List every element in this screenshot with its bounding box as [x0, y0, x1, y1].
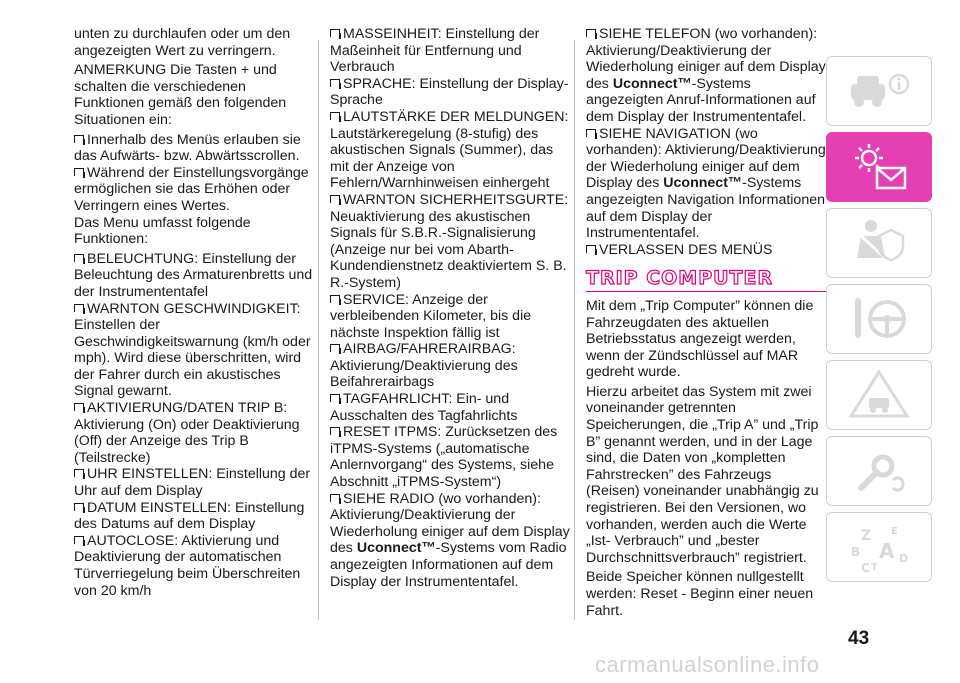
bullet-item: AKTIVIERUNG/DATEN TRIP B: Aktivierung (On) oder Deaktivierung (Off) der Anzeige des Trip B (Teilstrecke): [74, 400, 300, 466]
bullet-marker-icon: [330, 195, 340, 203]
bullet-item: UHR EINSTELLEN: Einstellung der Uhr auf dem Display: [74, 466, 311, 500]
text-column-1: [74, 26, 314, 599]
wrench-service-icon: [847, 444, 911, 498]
bullet-item: WARNTON GESCHWINDIGKEIT: Einstellen der Geschwindigkeitswarnung (km/h oder mph). Wird diese überschritten, wird der Fahrer durch ein akustisches Signal gewarnt.: [74, 300, 311, 400]
tab-index[interactable]: [826, 512, 932, 582]
bullet-item: LAUTSTÄRKE DER MELDUNGEN: Lautstärkeregelung (8-stufig) des akustischen Signals (Summer), das mit der Anzeige von Fehlern/Warnhinweisen einhergeht: [330, 108, 569, 192]
alphabetical-index-icon: [847, 520, 911, 574]
bullet-item: SIEHE RADIO (wo vorhanden): Aktivierung/Deaktivierung der Wiederholung einiger auf dem Display des Uconnect™-Systems vom Radio angezeigten Informationen auf dem Display der Instrumententafel.: [330, 490, 570, 590]
bullet-item: VERLASSEN DES MENÜS: [586, 242, 826, 259]
svg-text:Z: Z: [861, 528, 872, 544]
bullet-item: BELEUCHTUNG: Einstellung der Beleuchtung des Armaturenbretts und der Instrumententafel: [74, 250, 313, 300]
lights-message-icon: [847, 140, 911, 194]
bullet-item: RESET ITPMS: Zurücksetzen des iTPMS-Systems („automatische Anlernvorgang“ des Systems, siehe Abschnitt „iTPMS-System“): [330, 424, 558, 491]
bullet-marker-icon: [74, 536, 84, 544]
bullet-marker-icon: [74, 403, 84, 411]
bullet-marker-icon: [330, 29, 340, 37]
bullet-marker-icon: [330, 79, 340, 87]
svg-text:D: D: [899, 552, 909, 565]
bullet-item: SIEHE NAVIGATION (wo vorhanden): Aktivierung/Deaktivierung der Wiederholung einiger auf dem Display des Uconnect™-Systems angezeigten Navigation Informationen auf dem Display der Instrumententafel.: [586, 125, 826, 242]
bullet-marker-icon: [330, 494, 340, 502]
vehicle-info-icon: [847, 64, 911, 118]
bullet-marker-icon: [74, 254, 84, 262]
bullet-item: SPRACHE: Einstellung der Display-Sprache: [330, 75, 569, 109]
svg-text:E: E: [891, 526, 898, 537]
column-divider: [574, 40, 575, 620]
paragraph: Mit dem „Trip Computer” können die Fahrzeugdaten des aktuellen Betriebsstatus angezeigt werden, wenn der Zündschlüssel auf MAR gedreht wurde.: [586, 297, 814, 381]
bullet-marker-icon: [586, 245, 596, 253]
steering-wheel-icon: [847, 292, 911, 346]
warning-triangle-icon: [847, 368, 911, 422]
bullet-marker-icon: [330, 427, 340, 435]
bullet-marker-icon: [586, 129, 596, 137]
tab-safety[interactable]: [826, 208, 932, 278]
bullet-marker-icon: [74, 168, 84, 176]
bullet-item: Innerhalb des Menüs erlauben sie das Aufwärts- bzw. Abwärtsscrollen.: [74, 131, 301, 165]
bullet-item: DATUM EINSTELLEN: Einstellung des Datums auf dem Display: [74, 499, 305, 533]
tab-starting-driving[interactable]: [826, 284, 932, 354]
bullet-item: AIRBAG/FAHRERAIRBAG: Aktivierung/Deaktivierung des Beifahrerairbags: [330, 341, 518, 391]
bullet-marker-icon: [74, 304, 84, 312]
bullet-item: TAGFAHRLICHT: Ein- und Ausschalten des Tagfahrlichts: [330, 391, 518, 424]
bullet-marker-icon: [330, 112, 340, 120]
footer-watermark: carmanualsonline.info: [595, 652, 820, 677]
bullet-marker-icon: [330, 344, 340, 352]
page-number: 43: [848, 628, 870, 649]
paragraph: unten zu durchlaufen oder um den angezeigten Wert zu verringern.: [74, 26, 291, 59]
paragraph: ANMERKUNG Die Tasten + und schalten die verschiedenen Funktionen gemäß den folgenden Situationen ein:: [74, 62, 287, 128]
svg-text:B: B: [851, 545, 861, 559]
bullet-item: WARNTON SICHERHEITSGURTE: Neuaktivierung des akustischen Signals für S.B.R.-Signalisierung (Anzeige nur bei vom Abarth-Kundendienstnetz deaktiviertem S. B. R.-System): [330, 191, 569, 291]
svg-text:C: C: [861, 561, 870, 574]
bullet-marker-icon: [330, 295, 340, 303]
bullet-item: MASSEINHEIT: Einstellung der Maßeinheit für Entfernung und Verbrauch: [330, 26, 540, 76]
chapter-sidebar: [826, 56, 932, 588]
tab-emergency[interactable]: [826, 360, 932, 430]
bullet-marker-icon: [74, 469, 84, 477]
text-column-3: [586, 26, 826, 622]
bullet-item: AUTOCLOSE: Aktivierung und Deaktivierung der automatischen Türverriegelung beim Überschreiten von 20 km/h: [74, 532, 301, 599]
svg-text:A: A: [879, 539, 895, 563]
seatbelt-safety-icon: [847, 216, 911, 270]
paragraph: Hierzu arbeitet das System mit zwei voneinander getrennten Speicherungen, die „Trip A” und „Trip B” genannt werden, und in der Lage sind, die Daten von „kompletten Fahrstrecken” des Fahrzeugs (Reisen) voneinander unabhängig zu registrieren. Bei den Versionen, wo vorhanden, werden auch die Werte „Ist- Verbrauch” und „bester Durchschnittsverbrauch” registriert.: [586, 383, 819, 566]
bullet-marker-icon: [586, 29, 596, 37]
bullet-marker-icon: [330, 394, 340, 402]
tab-maintenance[interactable]: [826, 436, 932, 506]
column-divider: [318, 40, 319, 620]
tab-lights-messages[interactable]: [826, 132, 932, 202]
section-title: TRIP COMPUTER: [586, 270, 826, 292]
paragraph: Das Menu umfasst folgende Funktionen:: [74, 214, 251, 248]
bullet-marker-icon: [74, 503, 84, 511]
bullet-item: SIEHE TELEFON (wo vorhanden): Aktivierung/Deaktivierung der Wiederholung einiger auf dem Display des Uconnect™-Systems angezeigten Anruf-Informationen auf dem Display der Instrumententafel.: [586, 26, 826, 125]
bullet-marker-icon: [74, 135, 84, 143]
svg-text:T: T: [871, 562, 878, 573]
text-column-2: [330, 26, 570, 590]
paragraph: Beide Speicher können nullgestellt werden: Reset - Beginn einer neuen Fahrt.: [586, 569, 814, 619]
bullet-item: SERVICE: Anzeige der verbleibenden Kilometer, bis die nächste Inspektion fällig ist: [330, 291, 532, 341]
tab-vehicle-info[interactable]: [826, 56, 932, 126]
bullet-item: Während der Einstellungsvorgänge ermöglichen sie das Erhöhen oder Verringern eines Wertes.: [74, 164, 309, 214]
